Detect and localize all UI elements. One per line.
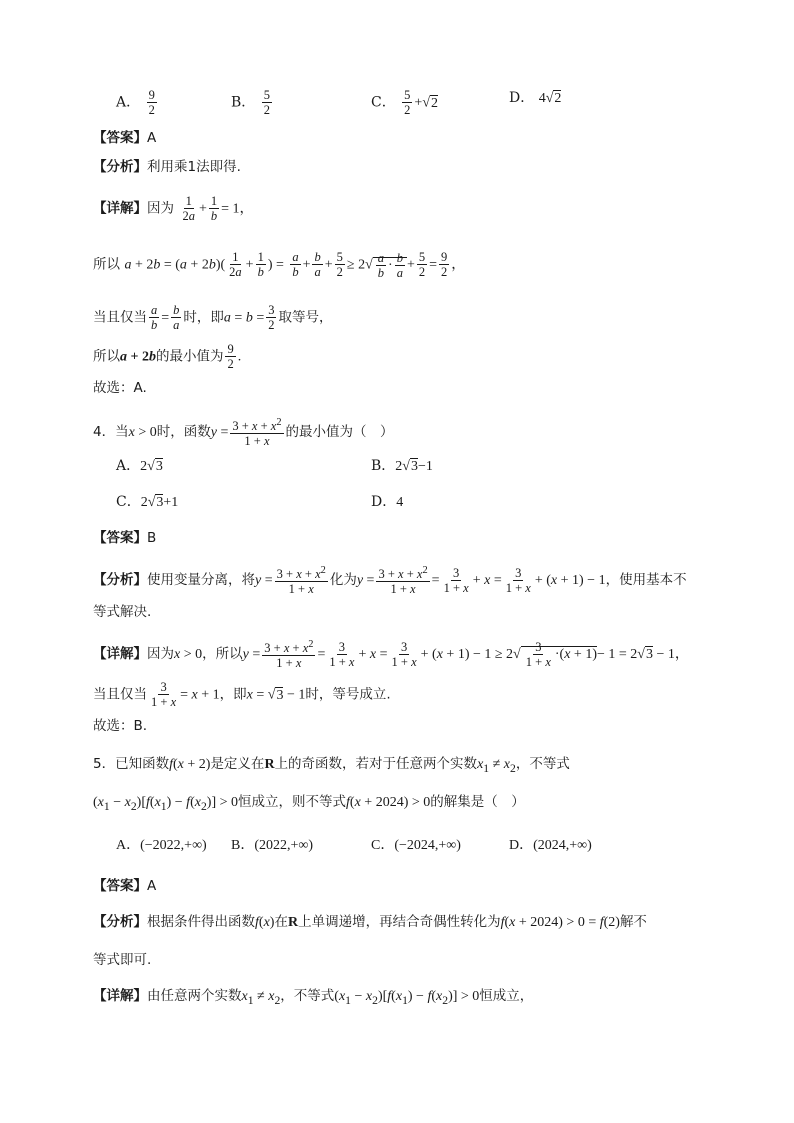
analysis-text: 使用变量分离，将 [147, 572, 255, 589]
option-value-rest: +√2 [414, 95, 439, 111]
equation-operator: = [317, 647, 326, 663]
answer-value: A [147, 878, 157, 894]
detail-text: ，即 [219, 686, 247, 703]
equation-text: + (x + 1) − 1 [534, 573, 606, 589]
q5-stem-line1 [93, 754, 570, 779]
equation-text: f(x + 2) [169, 757, 211, 772]
analysis-text: 利用乘1法即得. [147, 159, 241, 175]
stem-text: 的最小值为（ ） [285, 424, 394, 441]
q3-option-c [371, 88, 438, 117]
equation-text: x = √3 − 1 [246, 687, 306, 703]
analysis-text: 上单调递增，再结合奇偶性转化为 [298, 914, 501, 930]
stem-text: 上的奇函数，若对于任意两个实数 [274, 756, 478, 772]
q5-answer [93, 876, 156, 896]
option-value: (2022,+∞) [254, 838, 314, 853]
option-label: A． [116, 838, 141, 853]
analysis-tag: 【分析】 [93, 914, 147, 930]
q5-option-b [231, 836, 313, 856]
equation-text: a + 2b [120, 349, 156, 365]
stem-text: 时，函数 [156, 424, 211, 441]
equation-fraction: $\frac{1}{2a}$ [229, 250, 242, 279]
option-value: $\frac{5}{2}$ [263, 88, 270, 117]
detail-tag: 【详解】 [93, 200, 147, 217]
equation-fraction: $\frac{b}{a}$ [314, 250, 321, 279]
equation-fraction: $\frac{5}{2}$ [418, 250, 426, 279]
equation-operator: + [198, 201, 207, 217]
option-label: D． [371, 494, 397, 510]
option-value: 2√3 [140, 459, 163, 474]
q5-detail-line1 [93, 986, 533, 1011]
equation-operator: + [245, 257, 254, 273]
detail-text: 当且仅当 [93, 686, 147, 703]
q3-choose: 故选：A. [93, 380, 147, 396]
equation-text: + (x + 1) − 1 ≥ 2√ [420, 647, 521, 663]
equation-operator: = [429, 257, 437, 273]
stem-text: 5．已知函数 [93, 756, 170, 772]
analysis-tag: 【分析】 [93, 159, 147, 175]
q3-detail-line3 [93, 303, 332, 332]
answer-tag: 【答案】 [93, 130, 147, 146]
equation-text: a = b = [223, 310, 265, 326]
analysis-tag: 【分析】 [93, 572, 147, 589]
equation-fraction: $\frac{3}{1 + x}$ [151, 680, 177, 709]
option-value: (−2022,+∞) [140, 838, 207, 853]
equation-text: = x + 1 [180, 687, 220, 703]
option-label: A． [116, 458, 141, 474]
detail-prefix: 因为 [147, 200, 174, 217]
option-value: 2√3+1 [140, 495, 179, 510]
equation-fraction: $\frac{5}{2}$ [336, 250, 343, 279]
detail-text: 由任意两个实数 [147, 988, 242, 1004]
answer-value: B [147, 530, 157, 546]
equation-text: . [237, 349, 242, 365]
equation-text: y = [210, 425, 229, 441]
analysis-text: 化为 [329, 572, 357, 589]
q4-detail-line1 [93, 638, 689, 670]
option-label: B． [371, 458, 396, 474]
equation-text: $(x_1 - x_2)[f(x_1) - f(x_2)] > 0$ [93, 795, 239, 813]
q4-detail-line2 [93, 680, 391, 709]
line-mid: 时，即 [183, 309, 224, 326]
equation-text: x > 0 [174, 647, 203, 663]
equation-fraction: $\frac{b}{a}$ [173, 303, 180, 332]
option-value: 4√2 [538, 91, 562, 106]
option-value: 4 [396, 495, 404, 510]
stem-text: 恒成立，则不等式 [238, 794, 347, 810]
q4-analysis-line2: 等式解决. [93, 604, 152, 620]
stem-text: ，不等式 [515, 756, 570, 772]
answer-tag: 【答案】 [93, 530, 147, 546]
answer-value: A [147, 130, 157, 146]
q3-option-d [509, 88, 561, 109]
stem-text: 是定义在 [210, 756, 265, 772]
equation-fraction: $\frac{a}{b}$ [292, 250, 299, 279]
equation-fraction: $\frac{1}{b}$ [210, 194, 218, 223]
stem-text: R [264, 757, 275, 772]
q3-option-b [231, 88, 274, 117]
equation-fraction: $\frac{3 + x + x^2}{1 + x}$ [264, 639, 314, 671]
analysis-text: R [287, 915, 299, 930]
equation-fraction: $\frac{3}{1 + x}$ [329, 639, 355, 669]
analysis-text: 根据条件得出函数 [147, 914, 255, 930]
q3-detail-line1 [93, 194, 254, 223]
q3-analysis [93, 157, 241, 177]
q4-option-c [116, 492, 178, 513]
answer-tag: 【答案】 [93, 878, 147, 894]
option-label: D． [509, 90, 535, 106]
detail-tag: 【详解】 [93, 646, 147, 663]
option-value: (2024,+∞) [533, 838, 592, 853]
equation-operator: + [406, 257, 415, 273]
equation-text: f(x + 2024) > 0 = f(2) [500, 915, 620, 930]
q5-analysis-line2: 等式即可. [93, 952, 152, 968]
q4-option-b [371, 456, 433, 477]
equation-fraction: $\frac{3}{1 + x}$ [391, 639, 417, 669]
option-label: C． [371, 838, 395, 853]
q3-detail-line4 [93, 342, 241, 371]
equation-text: y = [242, 647, 261, 663]
equation-fraction: $\frac{3 + x + x^2}{1 + x}$ [232, 417, 282, 449]
equation-text: $x_1 \ne x_2$ [477, 757, 516, 775]
line-prefix: 所以 [93, 348, 120, 365]
option-label: C． [116, 494, 141, 510]
q4-option-a [116, 456, 163, 477]
q4-choose: 故选：B. [93, 718, 148, 734]
option-label: A． [116, 94, 141, 111]
equation-fraction: $\frac{3}{1 + x}$ [443, 565, 469, 595]
q5-analysis-line1 [93, 912, 647, 933]
option-label: B． [231, 94, 256, 111]
equation-fraction: $\frac{3}{2}$ [268, 303, 275, 332]
option-value: $\frac{9}{2}$ [148, 88, 155, 117]
equation-operator: = [431, 573, 440, 589]
equation-operator: = [161, 310, 170, 326]
equation-fraction: $\frac{a}{b}$ [151, 303, 158, 332]
detail-text: ，不等式 [280, 988, 335, 1004]
option-value: (−2024,+∞) [394, 838, 461, 853]
detail-text: 因为 [147, 646, 174, 663]
equation-text: ， [451, 257, 466, 273]
q4-answer [93, 528, 156, 548]
q3-answer [93, 128, 156, 148]
line-mid: 的最小值为 [155, 348, 224, 365]
detail-tag: 【详解】 [93, 988, 147, 1004]
q4-analysis-line1 [93, 564, 687, 596]
equation-text: x > 0 [128, 425, 157, 441]
q4-stem [93, 416, 394, 448]
q5-option-c [371, 836, 461, 856]
equation-text: + x = [472, 573, 502, 589]
equation-fraction: $\frac{3 + x + x^2}{1 + x}$ [378, 565, 428, 597]
analysis-text: 解不 [619, 914, 647, 930]
equation-fraction: $\frac{3}{1 + x}$ [505, 565, 531, 595]
equation-fraction: $\frac{9}{2}$ [227, 342, 234, 371]
detail-text: 时，等号成立. [305, 686, 391, 703]
equation-text: ≥ 2√ [346, 257, 373, 273]
equation-text: f(x + 2024) > 0 [346, 795, 431, 810]
equation-text: $(x_1 - x_2)[f(x_1) - f(x_2)] > 0$ [334, 989, 480, 1007]
equation-rest: = 1， [221, 201, 254, 217]
stem-text: 4．当 [93, 424, 129, 441]
option-value: 2√3−1 [395, 459, 433, 474]
q5-stem-line2 [93, 792, 525, 817]
equation-text: + x = [358, 647, 388, 663]
equation-text: y = [255, 573, 273, 589]
line-prefix: 当且仅当 [93, 309, 147, 326]
option-label: B． [231, 838, 255, 853]
equation-sqrt: $\frac{3}{1 + x}$ ·(x + 1) [521, 646, 597, 662]
equation-text: $x_1 \ne x_2$ [241, 989, 281, 1007]
option-value-frac: $\frac{5}{2}$ [404, 88, 411, 117]
analysis-text: ，使用基本不 [605, 572, 687, 589]
detail-text: ，所以 [202, 646, 243, 663]
q3-detail-line2 [93, 250, 465, 280]
detail-text: 恒成立， [479, 988, 534, 1004]
equation-sqrt: $\frac{a}{b}$ · $\frac{b}{a}$ [373, 257, 407, 273]
stem-text: 的解集是（ ） [430, 794, 525, 810]
line-end: 取等号， [278, 309, 333, 326]
equation-operator: + [324, 257, 333, 273]
analysis-text: 在 [274, 914, 288, 930]
equation-text: ) = [267, 257, 284, 273]
option-label: D． [509, 838, 534, 853]
equation-text: − 1 = 2√3 − 1， [596, 647, 689, 663]
q3-option-a [116, 88, 159, 117]
q5-option-a [116, 836, 207, 856]
equation-fraction: $\frac{3 + x + x^2}{1 + x}$ [276, 565, 326, 597]
line-prefix: 所以 [93, 256, 120, 273]
equation-text: f(x) [255, 915, 275, 930]
equation-operator: + [302, 257, 311, 273]
q4-option-d [371, 492, 403, 513]
equation-fraction: $\frac{1}{2a}$ [182, 194, 195, 223]
equation-fraction: $\frac{9}{2}$ [441, 250, 448, 279]
equation-fraction: $\frac{1}{b}$ [257, 250, 264, 279]
equation-text: y = [356, 573, 375, 589]
equation-text: a + 2b = (a + 2b)( [124, 257, 226, 273]
option-label: C． [371, 94, 396, 111]
q5-option-d [509, 836, 592, 856]
